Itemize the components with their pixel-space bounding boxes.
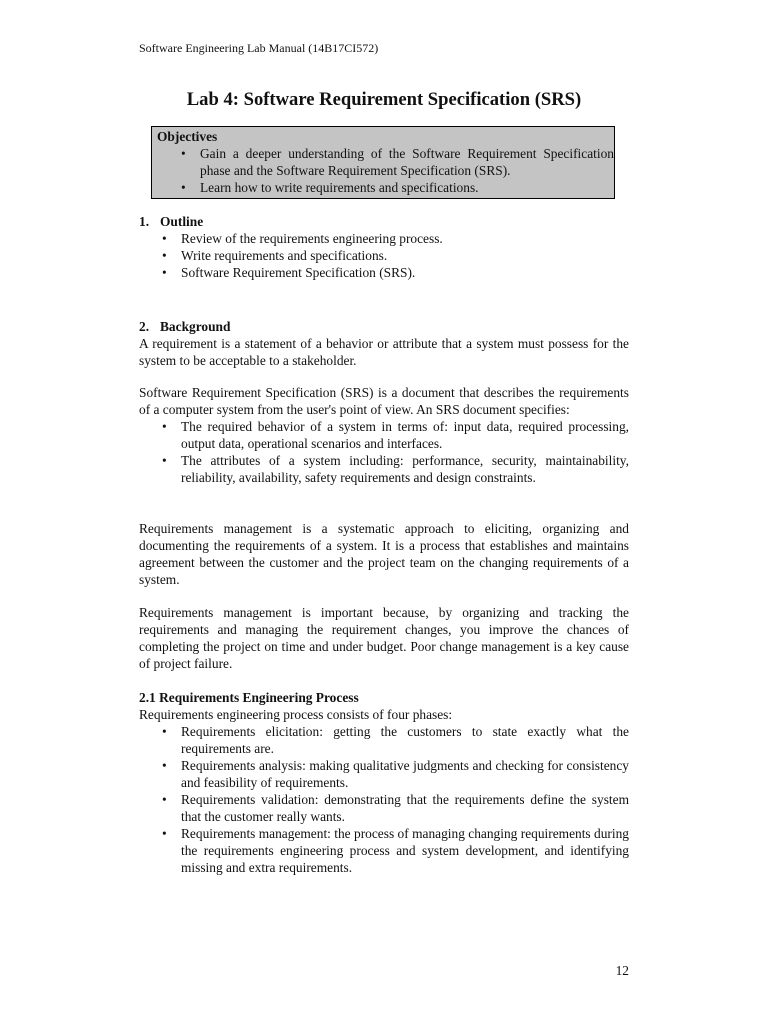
bullet-icon: • [181,146,186,161]
page-title: Lab 4: Software Requirement Specification (SRS) [186,89,582,110]
background-paragraph-1: A requirement is a statement of a behavior or attribute that a system must possess for the system to be acceptable to a stakeholder. [139,336,629,368]
list-item: • Requirements validation: demonstrating that the requirements define the system that the customer really wants. [162,792,629,824]
bullet-icon: • [162,453,167,468]
list-item: • Software Requirement Specification (SRS). [162,265,416,280]
list-item: • The attributes of a system including: performance, security, maintainability, reliability, availability, safety requirements and design constraints. [162,453,629,485]
rep-intro: Requirements engineering process consists of four phases: [139,707,453,722]
srs-definition [139,384,629,486]
running-header: Software Engineering Lab Manual (14B17CI572) [139,41,379,55]
rep-heading: 2.1 Requirements Engineering Process [139,690,359,705]
bullet-icon: • [162,792,167,807]
list-item: • Write requirements and specifications. [162,248,388,263]
bullet-icon: • [181,180,186,195]
objectives-heading: Objectives [157,129,218,144]
bullet-icon: • [162,231,167,246]
outline-list [139,230,629,281]
srs-specifies-list [139,418,629,486]
requirements-importance-paragraph: Requirements management is important because, by organizing and tracking the requirements and managing the requirement changes, you improve the chances of completing the project on time and under budget. Poor change management is a key cause of project failure. [139,605,629,671]
list-item: • Requirements analysis: making qualitative judgments and checking for consistency and feasibility of requirements. [162,758,629,790]
bullet-icon: • [162,265,167,280]
outline-heading: 1. Outline [139,214,204,229]
requirements-management-paragraph: Requirements management is a systematic approach to eliciting, organizing and documenting the requirements of a system. It is a process that establishes and maintains agreement between the customer and the project team on the changing requirements of a system. [139,521,629,587]
list-item: • Requirements elicitation: getting the customers to state exactly what the requirements are. [162,724,629,756]
list-item: • Requirements management: the process of managing changing requirements during the requirements engineering process and system development, and identifying missing and extra requirements. [162,826,629,875]
background-section [139,318,629,369]
objectives-list [157,145,614,196]
bullet-icon: • [162,758,167,773]
rep-section [139,689,629,876]
background-paragraph-2: Software Requirement Specification (SRS) is a document that describes the requirements of a computer system from the user's point of view. An SRS document specifies: [139,385,629,417]
document-page [139,0,629,1024]
bullet-icon: • [162,419,167,434]
rep-phases-list [139,723,629,876]
objectives-box [151,126,615,199]
outline-section [139,213,629,281]
background-heading: 2. Background [139,319,231,334]
list-item: • Review of the requirements engineering process. [162,231,443,246]
bullet-icon: • [162,248,167,263]
list-item: • Gain a deeper understanding of the Software Requirement Specification phase and the Software Requirement Specification (SRS). [181,146,614,178]
list-item: • The required behavior of a system in terms of: input data, required processing, output data, operational scenarios and interfaces. [162,419,629,451]
bullet-icon: • [162,724,167,739]
page-number: 12 [615,963,629,978]
bullet-icon: • [162,826,167,841]
list-item: • Learn how to write requirements and specifications. [181,180,479,195]
